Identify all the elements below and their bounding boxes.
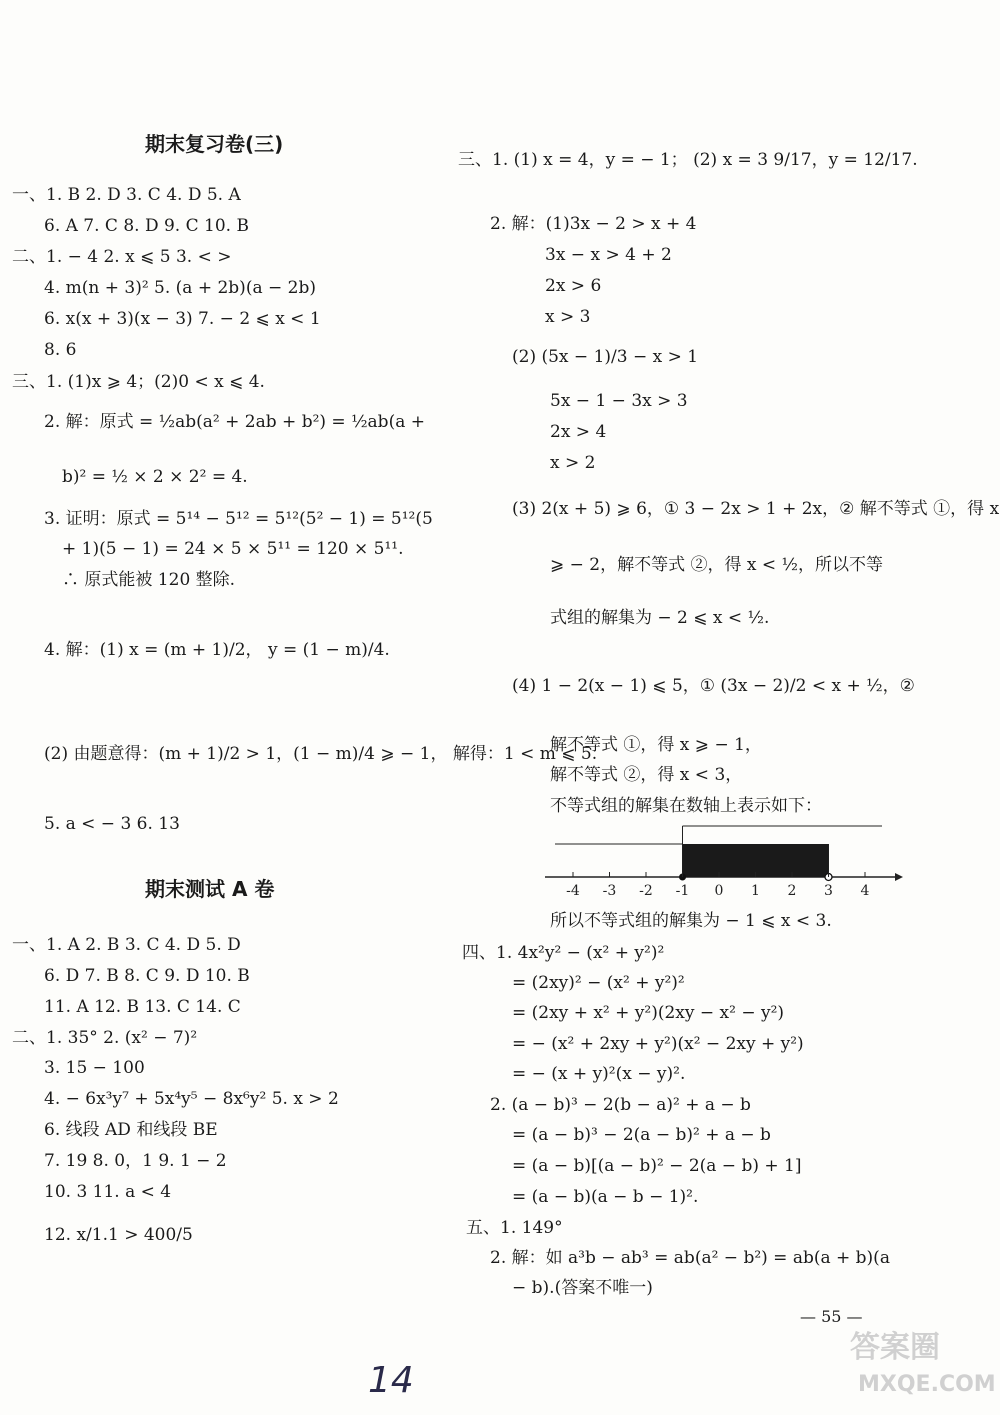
right-line: 三、1. (1) x = 4，y = − 1； (2) x = 3 9/17，y = 12/17. <box>458 150 918 170</box>
left-line: 11. A 12. B 13. C 14. C <box>44 997 241 1017</box>
right-line: 不等式组的解集在数轴上表示如下： <box>550 796 822 816</box>
right-line: 四、1. 4x²y² − (x² + y²)² <box>462 943 665 963</box>
right-line: = (a − b)(a − b − 1)². <box>512 1187 699 1207</box>
right-line: x > 2 <box>550 453 596 473</box>
left-line: (2) 由题意得：(m + 1)/2 > 1，(1 − m)/4 ⩾ − 1， 解得：1 < m ⩽ 5. <box>44 744 598 764</box>
left-line: 4. 解：(1) x = (m + 1)/2， y = (1 − m)/4. <box>44 640 390 660</box>
left-line: 二、1. − 4 2. x ⩽ 5 3. < > <box>12 247 232 267</box>
left-line: b)² = ½ × 2 × 2² = 4. <box>62 467 248 487</box>
section-title-review-3: 期末复习卷(三) <box>145 132 284 156</box>
left-line: 三、1. (1)x ⩾ 4；(2)0 < x ⩽ 4. <box>12 372 265 392</box>
left-line: 一、1. B 2. D 3. C 4. D 5. A <box>12 185 241 205</box>
left-line: 8. 6 <box>44 340 77 360</box>
right-line: 2x > 4 <box>550 422 607 442</box>
tick-label: -1 <box>675 883 690 899</box>
left-line: 6. A 7. C 8. D 9. C 10. B <box>44 216 249 236</box>
watermark-url: MXQE.COM <box>858 1372 996 1397</box>
left-line: 10. 3 11. a < 4 <box>44 1182 172 1202</box>
page-number: — 55 — <box>800 1307 863 1326</box>
right-line: 2. (a − b)³ − 2(b − a)² + a − b <box>490 1095 751 1115</box>
left-line: 4. m(n + 3)² 5. (a + 2b)(a − 2b) <box>44 278 316 298</box>
left-line: 6. 线段 AD 和线段 BE <box>44 1120 218 1140</box>
axis-arrow-icon <box>895 873 903 881</box>
right-line: 3x − x > 4 + 2 <box>545 245 672 265</box>
tick-label: 0 <box>714 883 724 899</box>
left-line: 6. x(x + 3)(x − 3) 7. − 2 ⩽ x < 1 <box>44 309 321 329</box>
right-line: 2x > 6 <box>545 276 602 296</box>
left-line: 一、1. A 2. B 3. C 4. D 5. D <box>12 935 241 955</box>
section-title-final-test-a: 期末测试 A 卷 <box>145 877 275 901</box>
left-line: 5. a < − 3 6. 13 <box>44 814 180 834</box>
right-line: 解不等式 ②，得 x < 3， <box>550 765 743 785</box>
right-line: − b).(答案不唯一) <box>512 1278 653 1298</box>
right-line: (3) 2(x + 5) ⩾ 6，① 3 − 2x > 1 + 2x，② 解不等式 ①，得 x <box>512 499 1000 519</box>
watermark-logo: 答案圈 <box>850 1330 940 1365</box>
left-line: 7. 19 8. 0，1 9. 1 − 2 <box>44 1151 227 1171</box>
right-line: = (2xy)² − (x² + y²)² <box>512 973 685 993</box>
left-line: 二、1. 35° 2. (x² − 7)² <box>12 1028 198 1048</box>
right-line: (4) 1 − 2(x − 1) ⩽ 5，① (3x − 2)/2 < x + ½，② <box>512 676 915 696</box>
right-line: x > 3 <box>545 307 591 327</box>
right-line: 2. 解：如 a³b − ab³ = ab(a² − b²) = ab(a + b)(a <box>490 1248 890 1268</box>
left-line: 6. D 7. B 8. C 9. D 10. B <box>44 966 250 986</box>
left-line: 3. 证明：原式 = 5¹⁴ − 5¹² = 5¹²(5² − 1) = 5¹²(5 <box>44 509 433 529</box>
right-line: 2. 解：(1)3x − 2 > x + 4 <box>490 214 697 234</box>
right-line: 解不等式 ①，得 x ⩾ − 1， <box>550 735 762 755</box>
tick-label: 3 <box>824 883 833 899</box>
right-line: = (a − b)³ − 2(a − b)² + a − b <box>512 1125 771 1145</box>
left-line: ∴ 原式能被 120 整除. <box>62 570 236 590</box>
handwritten-note: 14 <box>368 1360 414 1401</box>
left-line: 2. 解：原式 = ½ab(a² + 2ab + b²) = ½ab(a + <box>44 412 425 432</box>
tick-label: -2 <box>639 883 653 899</box>
right-line: = (a − b)[(a − b)² − 2(a − b) + 1] <box>512 1156 802 1176</box>
right-line: 所以不等式组的解集为 − 1 ⩽ x < 3. <box>550 911 832 931</box>
left-line: + 1)(5 − 1) = 24 × 5 × 5¹¹ = 120 × 5¹¹. <box>62 539 404 559</box>
tick-label: 1 <box>751 883 760 899</box>
right-line: 式组的解集为 − 2 ⩽ x < ½. <box>550 608 770 628</box>
right-line: = − (x² + 2xy + y²)(x² − 2xy + y²) <box>512 1034 804 1054</box>
tick-label: -3 <box>602 883 617 899</box>
number-line-diagram <box>540 820 910 905</box>
tick-label: -4 <box>566 883 580 899</box>
right-line: 五、1. 149° <box>466 1218 563 1238</box>
tick-label: 4 <box>860 883 870 899</box>
left-line: 4. − 6x³y⁷ + 5x⁴y⁵ − 8x⁶y² 5. x > 2 <box>44 1089 339 1109</box>
left-line: 12. x/1.1 > 400/5 <box>44 1225 193 1245</box>
left-line: 3. 15 − 100 <box>44 1058 145 1078</box>
right-line: (2) (5x − 1)/3 − x > 1 <box>512 347 699 367</box>
right-line: = (2xy + x² + y²)(2xy − x² − y²) <box>512 1003 785 1023</box>
right-line: = − (x + y)²(x − y)². <box>512 1064 686 1084</box>
right-line: 5x − 1 − 3x > 3 <box>550 391 688 411</box>
right-line: ⩾ − 2，解不等式 ②，得 x < ½，所以不等 <box>550 555 884 575</box>
tick-label: 2 <box>787 883 797 899</box>
